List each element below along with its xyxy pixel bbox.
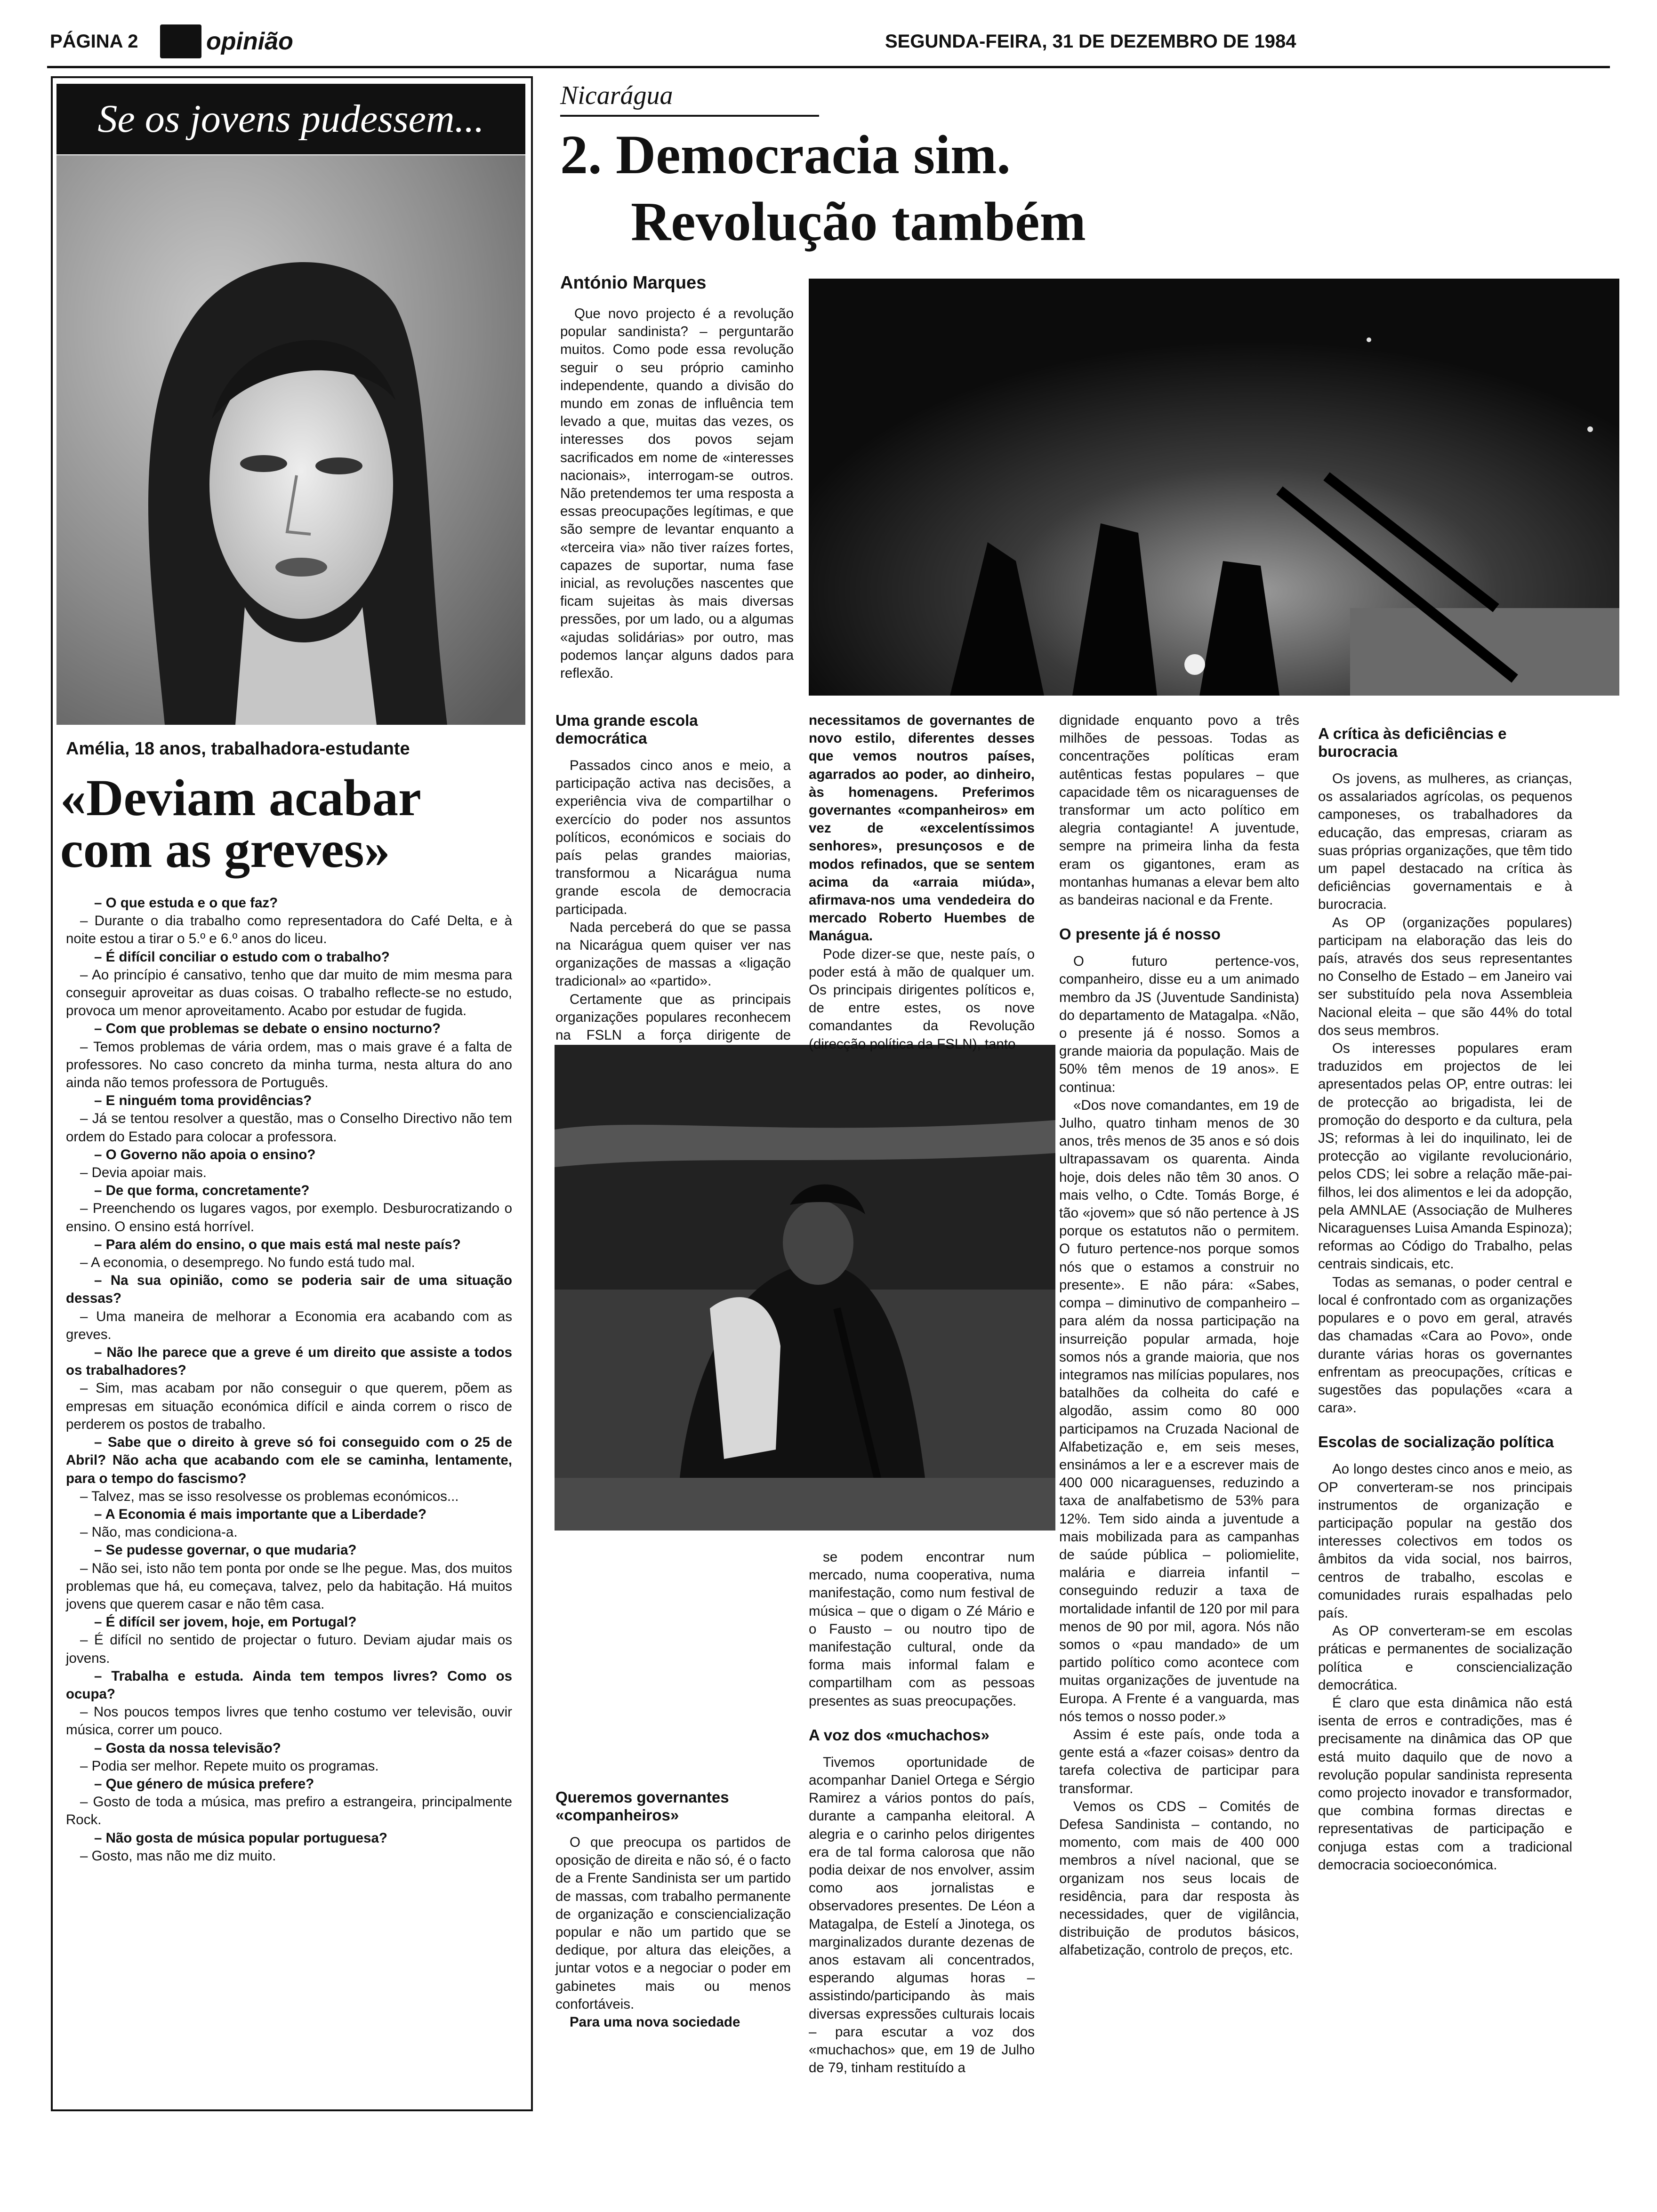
c2-paragraph-1: necessitamos de governantes de novo estilo, diferentes desses que vemos noutros países, agarrados ao poder, ao dinheiro, às homenagens. Preferimos governantes «companheiros» em vez de «excelentíssimos senhores», presunçosos e de modos refinados, que se sentem acima da «arraia miúda», afirmava-nos uma vendedeira do mercado Roberto Huembes de Manágua. <box>809 713 1035 944</box>
c3-paragraph-2: O futuro pertence-vos, companheiro, disse eu a um animado membro da JS (Juventude Sandinista) do departamento de Matagalpa. «Não, o presente já é nosso. Somos a grande maioria da população. Mais de 50% têm menos de 19 anos». E continua: <box>1059 954 1299 1095</box>
article-author: António Marques <box>560 273 707 293</box>
subhead-companheiros: Queremos governantes «companheiros» <box>555 1788 729 1824</box>
c3-paragraph-3: «Dos nove comandantes, em 19 de Julho, quatro tinham menos de 30 anos, três menos de 35 anos e só dois ultrapassavam os quarenta. Ainda hoje, dois deles não têm 30 anos. O mais velho, o Cdte. Tomás Borge, é tão «jovem» que só não pertence à JS porque os estatutos não o permitem. O futuro pertence-nos porque somos nós que o estamos a construir no presente». E não pára: «Sabes, compa – diminutivo de companheiro – para além da nossa participação na insurreição popular armada, hoje somos nós a grande maioria, que nos integramos nas milícias populares, nos batalhões da colheita do café e algodão, assim como 80 000 participamos na Cruzada Nacional de Alfabetização e, em seis meses, ensinámos a ler e a escrever mais de 400 000 nicaraguenses, reduzindo a taxa de analfabetismo de 53% para 12%. Tem sido ainda a juventude a mais mobilizada para as campanhas de saúde pública – poliomielite, malária e diarreia infantil – conseguindo reduzir a taxa de mortalidade infantil de 120 por mil para menos de 90 por mil, agora. Nós não somos o «pau mandado» de um partido político como acontece com muitas organizações de juventude na Europa. A Frente é a vanguarda, mas nós temos o nosso poder.» <box>1059 1097 1299 1724</box>
article-column-2 <box>809 712 1035 1053</box>
portrait-caption: Amélia, 18 anos, trabalhadora-estudante <box>66 739 410 759</box>
issue-date: SEGUNDA-FEIRA, 31 DE DEZEMBRO DE 1984 <box>885 31 1296 52</box>
c2-paragraph-4: Tivemos oportunidade de acompanhar Daniel Ortega e Sérgio Ramirez a vários pontos do país, durante a campanha eleitoral. A alegria e o carinho pelos dirigentes era de tal forma calorosa que não podia deixar de nos envolver, assim como aos jornalistas e observadores presentes. De Léon a Matagalpa, de Estelí a Jinotega, os marginalizados durante dezenas de anos estavam ali concentrados, esperando algumas horas – assistindo/participando às mais diversas expressões culturais locais – para escutar a voz dos «muchachos» que, em 19 de Julho de 79, tinham restituído a <box>809 1754 1035 2076</box>
interview-answer: – Uma maneira de melhorar a Economia era acabando com as greves. <box>66 1308 512 1342</box>
banner-text: Se os jovens pudessem... <box>97 97 484 141</box>
interview-question: – Não lhe parece que a greve é um direito que assiste a todos os trabalhadores? <box>66 1345 512 1378</box>
interview-answer: – Já se tentou resolver a questão, mas o Conselho Directivo não tem ordem do Estado para colocar a professora. <box>66 1111 512 1145</box>
interview-question: – Que género de música prefere? <box>94 1776 314 1792</box>
interview-question: – Gosta da nossa televisão? <box>94 1740 281 1756</box>
title-line-1: 2. Democracia sim. <box>560 124 1011 185</box>
c1-paragraph-4: O que preocupa os partidos de oposição de direita e não só, é o facto de a Frente Sandinista ser um partido de massas, com trabalho permanente de organização e consciencialização popular e não um partido que se dedique, por altura das eleições, a juntar votos e a negociar o poder em gabinetes mais ou menos confortáveis. <box>555 1835 791 2012</box>
header-rule <box>47 66 1610 68</box>
interview-qa <box>66 894 512 1865</box>
interview-banner <box>56 84 525 154</box>
interview-question: – É difícil conciliar o estudo com o trabalho? <box>94 949 390 965</box>
article-column-2-bottom <box>809 1548 1035 2077</box>
interview-question: – Não gosta de música popular portuguesa? <box>94 1830 387 1846</box>
article-column-4 <box>1318 725 1572 1874</box>
interview-question: – O Governo não apoia o ensino? <box>94 1146 316 1162</box>
interview-answer: – Ao princípio é cansativo, tenho que dar muito de mim mesma para conseguir aproveitar as duas coisas. O trabalho reflecte-se no estudo, provoca um menor aproveitamento. Acabo por estudar de fugida. <box>66 967 512 1019</box>
section-name: opinião <box>206 28 293 55</box>
interview-question: – Na sua opinião, como se poderia sair de uma situação dessas? <box>66 1273 512 1306</box>
interview-question: – Se pudesse governar, o que mudaria? <box>94 1542 357 1558</box>
subhead-critica: A crítica às deficiências e burocracia <box>1318 725 1507 760</box>
article-column-1-bottom <box>555 1548 791 1566</box>
subhead-escolas: Escolas de socialização política <box>1318 1433 1554 1451</box>
intro-paragraph: Que novo projecto é a revolução popular sandinista? – perguntarão muitos. Como pode essa revolução seguir o seu próprio caminho independente, quando a divisão do mundo em zonas de influência tem levado a que, muitas das vezes, os interesses dos povos sejam sacrificados em nome de «interesses nacionais», interrogam-se outros. Não pretendemos ter uma resposta a essas preocupações legítimas, e que são sempre de levantar enquanto a «terceira via» não tiver raízes fortes, capazes de suportar, numa fase inicial, as revoluções nascentes que ficam sujeitas às mais diversas pressões, por um lado, ou a algumas «ajudas solidárias» por outro, mas podemos lançar alguns dados para reflexão. <box>560 306 794 681</box>
c1-paragraph-1: Passados cinco anos e meio, a participação activa nas decisões, a experiência viva de compartilhar o exercício do poder nos assuntos políticos, económicos e sociais do país pelas grandes maiorias, transformou a Nicarágua numa grande escola de democracia participada. <box>555 758 791 917</box>
interview-answer: – A economia, o desemprego. No fundo está tudo mal. <box>80 1255 415 1271</box>
article-intro <box>560 305 794 682</box>
headline-line-2: com as greves» <box>60 821 390 878</box>
page-number: PÁGINA 2 <box>50 31 138 52</box>
c4-paragraph-3: Os interesses populares eram traduzidos em projectos de lei apresentados pelas OP, entre outras: lei de protecção ao brigadista, lei de promoção do desporto e da cultura, pela JS; reformas à lei do inquilinato, lei de protecção ao vigilante revolucionário, pelos CDS; lei sobre a relação mãe-pai-filhos, lei dos alimentos e lei da adopção, pela AMNLAE (Associação de Mulheres Nicaraguenses Luisa Amanda Espinoza); reformas ao Código do Trabalho, pelas centrais sindicais, etc. <box>1318 1041 1572 1272</box>
interview-question: – Com que problemas se debate o ensino nocturno? <box>94 1021 441 1037</box>
c3-paragraph-5: Vemos os CDS – Comités de Defesa Sandinista – contando, no momento, com mais de 400 000 membros a nível nacional, que se organizam nos seus locais de residência, para dar resposta às necessidades, quer de vigilância, distribuição de produtos básicos, alfabetização, controlo de preços, etc. <box>1059 1798 1299 1958</box>
c4-paragraph-4: Todas as semanas, o poder central e local é confrontado com as organizações populares e o povo em geral, através das chamadas «Cara ao Povo», onde durante várias horas os governantes enfrentam as preocupações, críticas e sugestões das populações «cara a cara». <box>1318 1274 1572 1416</box>
subhead-escola: Uma grande escola democrática <box>555 712 698 747</box>
festival-photo <box>809 279 1619 696</box>
c4-paragraph-5: Ao longo destes cinco anos e meio, as OP converteram-se nos principais instrumentos de organização e participação popular na gestão dos interesses colectivos em todos os âmbitos da vida social, nos bairros, centros de trabalho, escolas e comunidades rurais espalhadas pelo país. <box>1318 1461 1572 1621</box>
interview-answer: – Podia ser melhor. Repete muito os programas. <box>80 1758 379 1774</box>
logo-mark-icon <box>160 24 201 58</box>
article-title <box>560 121 1360 255</box>
article-kicker: Nicarágua <box>560 81 673 110</box>
interview-answer: – Sim, mas acabam por não conseguir o que querem, põem as empresas em situação económica difícil e ainda correm o risco de perderem os postos de trabalho. <box>66 1380 512 1432</box>
interview-headline <box>60 769 522 878</box>
interview-question: – Para além do ensino, o que mais está mal neste país? <box>94 1236 461 1252</box>
guerrilla-photo <box>555 1045 1055 1531</box>
interview-answer: – Não, mas condiciona-a. <box>80 1524 238 1540</box>
c1-paragraph-3-cont <box>555 1548 791 1566</box>
interview-question: – É difícil ser jovem, hoje, em Portugal? <box>94 1614 357 1630</box>
c4-paragraph-1: Os jovens, as mulheres, as crianças, os assalariados agrícolas, os pequenos camponeses, os trabalhadores da educação, das empresas, criaram as suas próprias organizações, que têm tido um papel destacado na crítica às deficiências governamentais e à burocracia. <box>1318 771 1572 913</box>
interview-question: – A Economia é mais importante que a Liberdade? <box>94 1506 426 1522</box>
interview-answer: – Gosto de toda a música, mas prefiro a estrangeira, principalmente Rock. <box>66 1794 512 1828</box>
c4-paragraph-7: É claro que esta dinâmica não está isenta de erros e contradições, mas é precisamente na dinâmica das OP que está muito daquilo que de novo a revolução popular sandinista representa como projecto inovador e transformador, que combina formas directas e representativas de participação e conjuga estas com a tradicional democracia socioeconómica. <box>1318 1695 1572 1873</box>
section-logo <box>160 22 330 61</box>
c2-paragraph-2: Pode dizer-se que, neste país, o poder está à mão de qualquer um. Os principais dirigentes políticos e, de entre estes, os nove comandantes da Revolução (direcção política da FSLN), tanto <box>809 946 1035 1052</box>
interview-answer: – É difícil no sentido de projectar o futuro. Deviam ajudar mais os jovens. <box>66 1632 512 1666</box>
interview-answer: – Temos problemas de vária ordem, mas o mais grave é a falta de professores. No caso concreto da minha turma, nesta altura do ano ainda não temos professora de Português. <box>66 1039 512 1091</box>
headline-line-1: «Deviam acabar <box>60 769 421 826</box>
portrait-photo <box>56 155 525 725</box>
c2-paragraph-3: se podem encontrar num mercado, numa cooperativa, numa manifestação, como num festival de música – que o digam o Zé Mário e o Fausto – ou noutro tipo de manifestação cultural, onde da forma mais informal falam e compartilham com as pessoas presentes as suas preocupações. <box>809 1549 1035 1709</box>
kicker-rule <box>560 115 819 117</box>
interview-answer: – Talvez, mas se isso resolvesse os problemas económicos... <box>80 1488 459 1504</box>
c1-paragraph-5: Para uma nova sociedade <box>570 2014 740 2030</box>
interview-question: – E ninguém toma providências? <box>94 1093 312 1109</box>
interview-question: – Trabalha e estuda. Ainda tem tempos livres? Como os ocupa? <box>66 1668 512 1702</box>
interview-answer: – Gosto, mas não me diz muito. <box>80 1848 276 1864</box>
c4-paragraph-2: As OP (organizações populares) participam na elaboração das leis do país, através dos seus representantes no Conselho de Estado – em Janeiro vai ser substituído pela nova Assembleia Nacional eleita – que são 44% do total dos seus membros. <box>1318 914 1572 1038</box>
interview-question: – Sabe que o direito à greve só foi conseguido com o 25 de Abril? Não acha que acabando com ele se caminha, lentamente, para o tempo do fascismo? <box>66 1435 512 1486</box>
c4-paragraph-6: As OP converteram-se em escolas práticas e permanentes de socialização política e consciencialização democrática. <box>1318 1623 1572 1693</box>
subhead-muchachos: A voz dos «muchachos» <box>809 1726 989 1744</box>
interview-answer: – Não sei, isto não tem ponta por onde se lhe pegue. Mas, dos muitos problemas que há, eu começava, talvez, pelo da habitação. Há muitos jovens que querem casar e não têm casa. <box>66 1560 512 1612</box>
article-column-1-lower <box>555 1788 791 2031</box>
subhead-presente: O presente já é nosso <box>1059 925 1221 943</box>
c1-paragraph-2: Nada perceberá do que se passa na Nicarágua quem quiser ver nas organizações de massas a «ligação tradicional» ao «partido». <box>555 919 791 989</box>
interview-answer: – Durante o dia trabalho como representadora do Café Delta, e à noite estou a tirar o 5.º e 6.º anos do liceu. <box>66 913 512 947</box>
article-column-3 <box>1059 712 1299 1960</box>
interview-question: – O que estuda e o que faz? <box>94 895 278 911</box>
c1-paragraph-3: Certamente que as principais organizações populares reconhecem na FSLN a força dirigente de <box>555 991 791 1043</box>
c3-paragraph-4: Assim é este país, onde toda a gente está a «fazer coisas» dentro da tarefa colectiva de participar para transformar. <box>1059 1726 1299 1796</box>
title-line-2: Revolução também <box>631 191 1086 252</box>
c3-paragraph-1: dignidade enquanto povo a três milhões de pessoas. Todas as concentrações políticas eram autênticas festas populares – que capacidade têm os nicaraguenses de transformar um acto político em alegria contagiante! A juventude, sempre na primeira linha da festa eram os gigantones, eram as montanhas humanas a elevar bem alto as bandeiras nacional e da Frente. <box>1059 713 1299 908</box>
interview-answer: – Nos poucos tempos livres que tenho costumo ver televisão, ouvir música, correr um pouco. <box>66 1704 512 1738</box>
interview-answer: – Devia apoiar mais. <box>80 1165 207 1181</box>
interview-answer: – Preenchendo os lugares vagos, por exemplo. Desburocratizando o ensino. O ensino está horrível. <box>66 1201 512 1234</box>
interview-question: – De que forma, concretamente? <box>94 1183 310 1199</box>
